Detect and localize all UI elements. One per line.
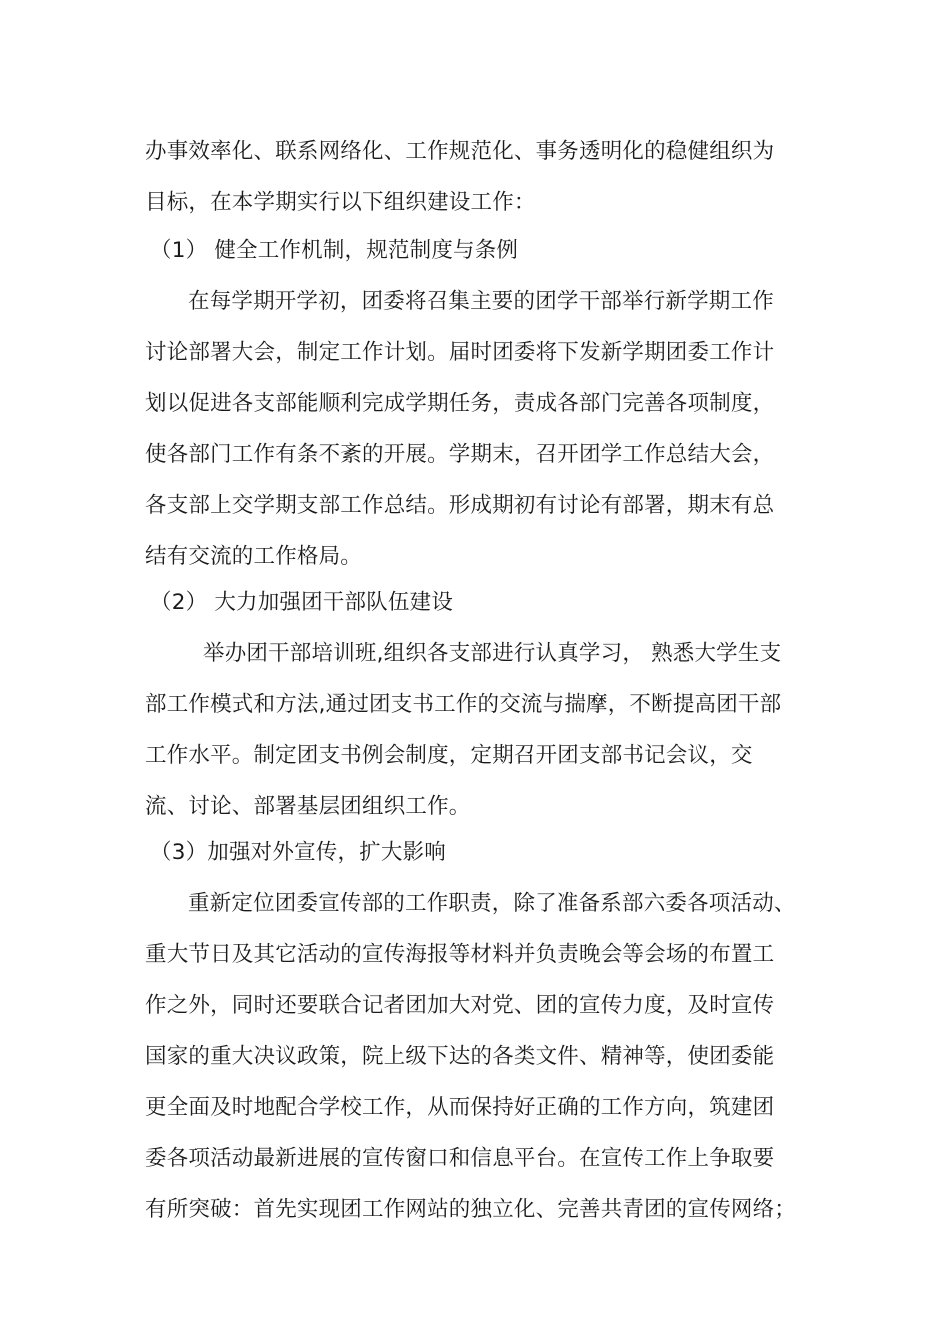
- paragraph-line: 举办团干部培训班,组织各支部进行认真学习， 熟悉大学生支: [203, 641, 782, 666]
- paragraph-line: 国家的重大决议政策，院上级下达的各类文件、精神等，使团委能: [145, 1044, 775, 1069]
- paragraph-line: 更全面及时地配合学校工作，从而保持好正确的工作方向，筑建团: [145, 1095, 775, 1120]
- paragraph-line: 目标，在本学期实行以下组织建设工作：: [145, 190, 536, 215]
- section-heading-2: （2） 大力加强团干部队伍建设: [150, 590, 454, 615]
- paragraph-line: 部工作模式和方法,通过团支书工作的交流与揣摩，不断提高团干部: [145, 692, 782, 717]
- section-heading-1: （1） 健全工作机制，规范制度与条例: [150, 238, 519, 263]
- paragraph-line: 重新定位团委宣传部的工作职责，除了准备系部六委各项活动、: [188, 891, 796, 916]
- paragraph-line: 有所突破：首先实现团工作网站的独立化、完善共青团的宣传网络；: [145, 1197, 797, 1222]
- paragraph-line: 使各部门工作有条不紊的开展。学期末，召开团学工作总结大会，: [145, 442, 775, 467]
- paragraph-line: 讨论部署大会，制定工作计划。届时团委将下发新学期团委工作计: [145, 340, 775, 365]
- paragraph-line: 在每学期开学初，团委将召集主要的团学干部举行新学期工作: [188, 289, 774, 314]
- paragraph-line: 结有交流的工作格局。: [145, 544, 363, 569]
- paragraph-line: 作之外，同时还要联合记者团加大对党、团的宣传力度，及时宣传: [145, 993, 775, 1018]
- paragraph-line: 工作水平。制定团支书例会制度，定期召开团支部书记会议，交: [145, 743, 753, 768]
- paragraph-line: 各支部上交学期支部工作总结。形成期初有讨论有部署，期末有总: [145, 493, 775, 518]
- paragraph-line: 委各项活动最新进展的宣传窗口和信息平台。在宣传工作上争取要: [145, 1146, 775, 1171]
- paragraph-line: 重大节日及其它活动的宣传海报等材料并负责晚会等会场的布置工: [145, 942, 775, 967]
- section-heading-3: （3）加强对外宣传，扩大影响: [150, 840, 446, 865]
- paragraph-line: 流、讨论、部署基层团组织工作。: [145, 794, 471, 819]
- paragraph-line: 划以促进各支部能顺利完成学期任务，责成各部门完善各项制度，: [145, 391, 775, 416]
- paragraph-line: 办事效率化、联系网络化、工作规范化、事务透明化的稳健组织为: [145, 139, 775, 164]
